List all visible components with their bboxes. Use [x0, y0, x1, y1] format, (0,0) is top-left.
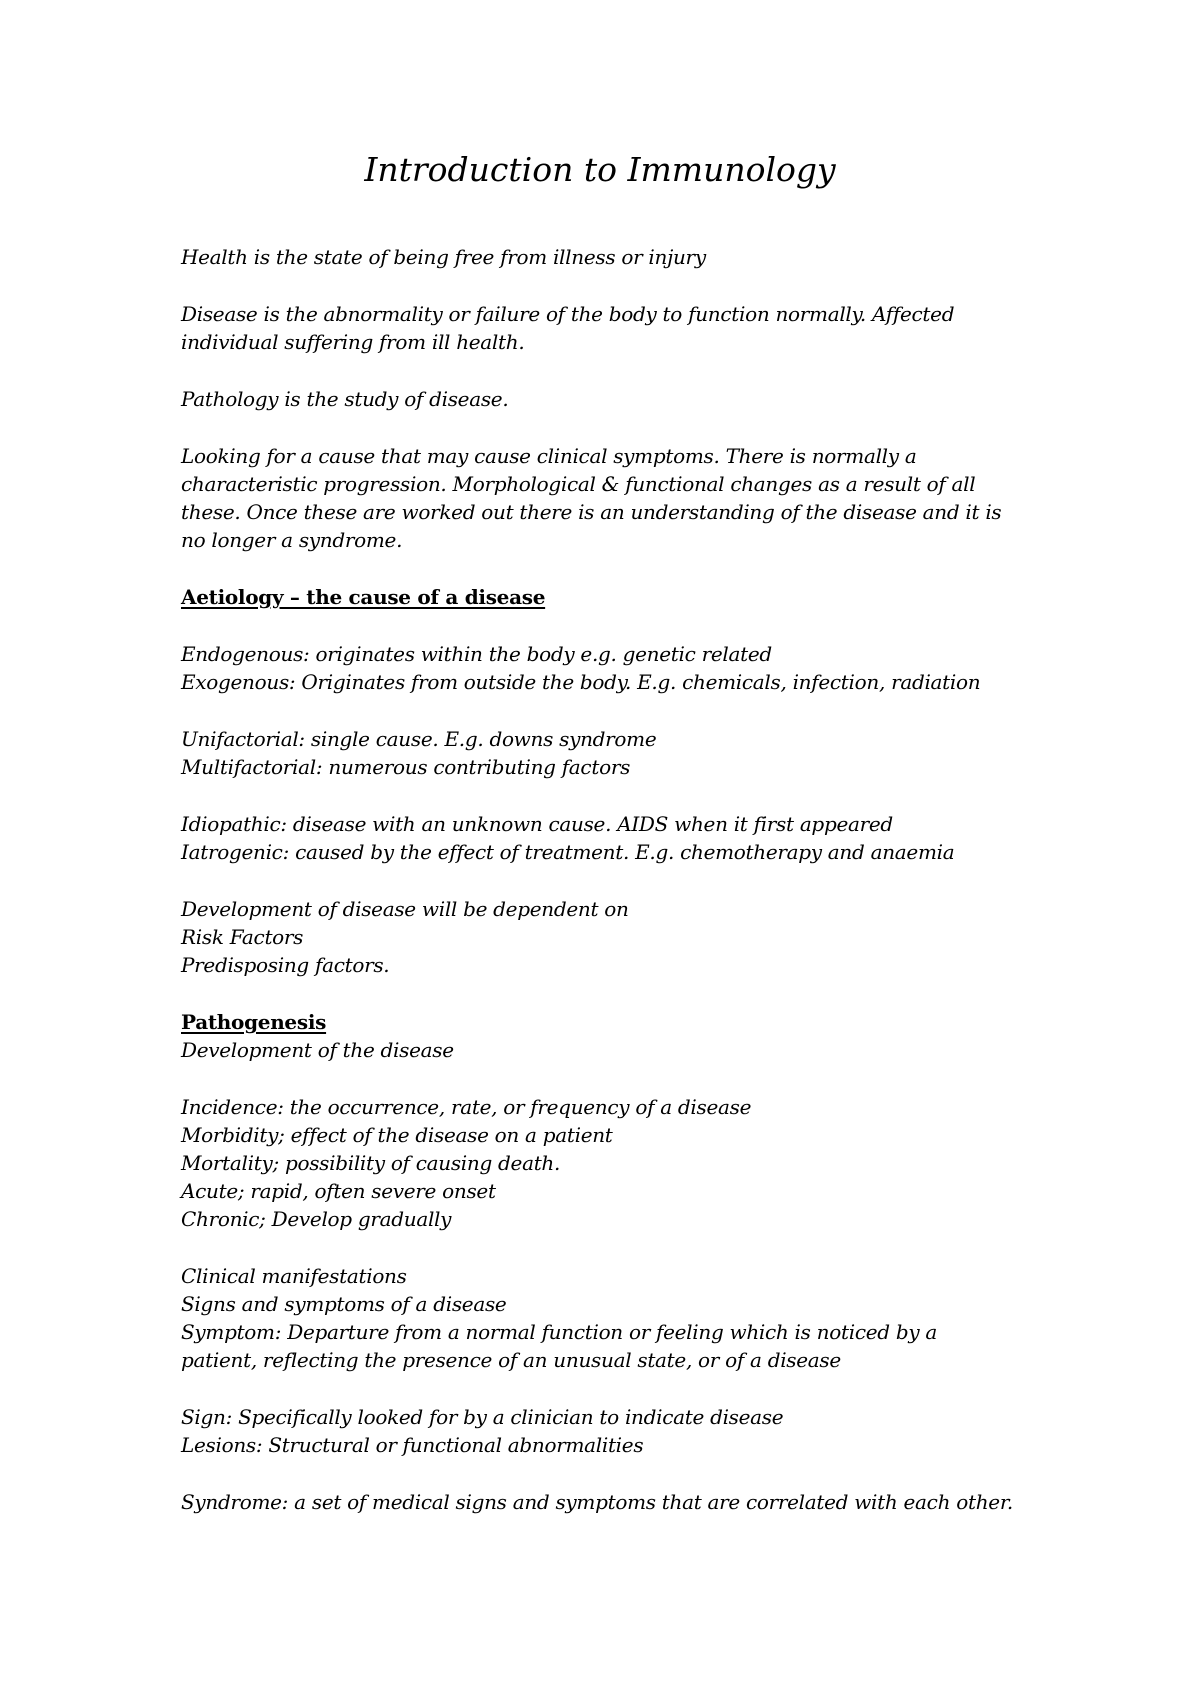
- multifactorial-definition: Multifactorial: numerous contributing factors: [181, 755, 631, 779]
- pathogenesis-heading: Pathogenesis: [181, 1010, 327, 1034]
- morbidity-definition: Morbidity; effect of the disease on a patient: [181, 1123, 613, 1147]
- cause-paragraph-line-3: these. Once these are worked out there is an understanding of the disease and it is: [181, 500, 1002, 524]
- symptom-definition-line-1: Symptom: Departure from a normal function or feeling which is noticed by a: [181, 1320, 938, 1344]
- incidence-definition: Incidence: the occurrence, rate, or frequency of a disease: [181, 1095, 752, 1119]
- cause-paragraph-line-2: characteristic progression. Morphological & functional changes as a result of all: [181, 472, 976, 496]
- aetiology-heading: Aetiology – the cause of a disease: [181, 585, 546, 609]
- endogenous-definition: Endogenous: originates within the body e.g. genetic related: [181, 642, 772, 666]
- acute-definition: Acute; rapid, often severe onset: [181, 1179, 496, 1203]
- predisposing-factors: Predisposing factors.: [181, 953, 390, 977]
- health-definition: Health is the state of being free from illness or injury: [181, 245, 706, 269]
- exogenous-definition: Exogenous: Originates from outside the body. E.g. chemicals, infection, radiation: [181, 670, 981, 694]
- signs-and-symptoms: Signs and symptoms of a disease: [181, 1292, 507, 1316]
- idiopathic-definition: Idiopathic: disease with an unknown cause. AIDS when it first appeared: [181, 812, 893, 836]
- clinical-manifestations: Clinical manifestations: [181, 1264, 407, 1288]
- cause-paragraph-line-4: no longer a syndrome.: [181, 528, 403, 552]
- development-dependency: Development of disease will be dependent on: [181, 897, 629, 921]
- risk-factors: Risk Factors: [181, 925, 304, 949]
- document-title: Introduction to Immunology: [364, 150, 836, 189]
- disease-definition-line-1: Disease is the abnormality or failure of the body to function normally. Affected: [181, 302, 955, 326]
- symptom-definition-line-2: patient, reflecting the presence of an unusual state, or of a disease: [181, 1348, 841, 1372]
- syndrome-definition: Syndrome: a set of medical signs and symptoms that are correlated with each other.: [181, 1490, 1013, 1514]
- sign-definition: Sign: Specifically looked for by a clinician to indicate disease: [181, 1405, 784, 1429]
- iatrogenic-definition: Iatrogenic: caused by the effect of treatment. E.g. chemotherapy and anaemia: [181, 840, 955, 864]
- chronic-definition: Chronic; Develop gradually: [181, 1207, 452, 1231]
- unifactorial-definition: Unifactorial: single cause. E.g. downs syndrome: [181, 727, 657, 751]
- pathology-definition: Pathology is the study of disease.: [181, 387, 509, 411]
- mortality-definition: Mortality; possibility of causing death.: [181, 1151, 561, 1175]
- lesions-definition: Lesions: Structural or functional abnormalities: [181, 1433, 644, 1457]
- disease-definition-line-2: individual suffering from ill health.: [181, 330, 525, 354]
- cause-paragraph-line-1: Looking for a cause that may cause clinical symptoms. There is normally a: [181, 444, 917, 468]
- pathogenesis-definition: Development of the disease: [181, 1038, 454, 1062]
